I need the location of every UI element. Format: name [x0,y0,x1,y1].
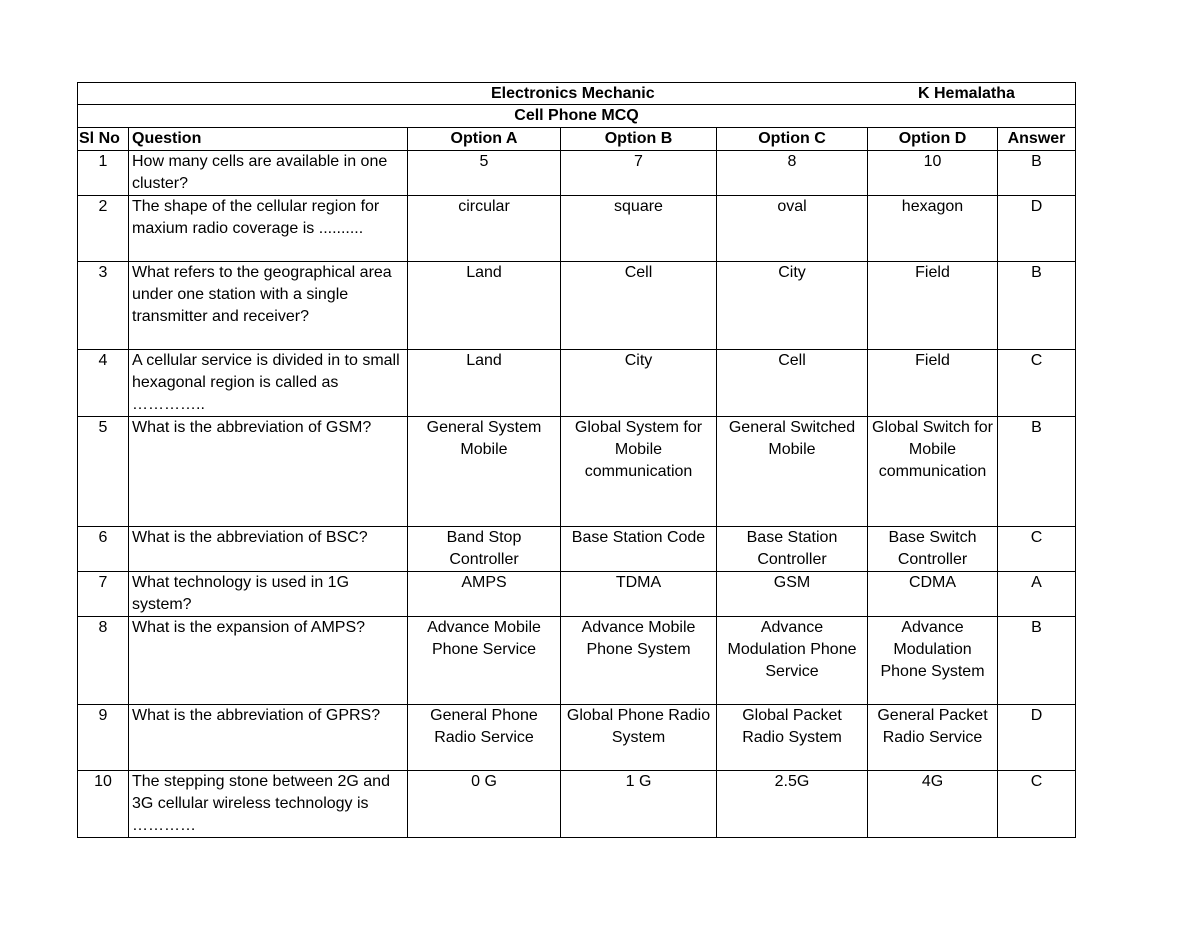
row-answer: B [998,151,1076,196]
table-row [78,527,1076,572]
row-question: What is the expansion of AMPS? [129,617,408,705]
col-header-option-c: Option C [717,128,868,151]
row-option-d: General Packet Radio Service [868,705,998,771]
row-option-a: Land [408,262,561,350]
row-option-b: City [561,350,717,417]
row-question: How many cells are available in one cluster? [129,151,408,196]
row-option-c: General Switched Mobile [717,417,868,527]
row-option-c: Base Station Controller [717,527,868,572]
table-row [78,417,1076,527]
row-option-b: TDMA [561,572,717,617]
author-name: K Hemalatha [918,85,1015,102]
row-question: What is the abbreviation of GSM? [129,417,408,527]
row-option-c: oval [717,196,868,262]
row-option-a: circular [408,196,561,262]
row-number: 3 [78,262,129,350]
header-row [78,128,1076,151]
row-option-a: 0 G [408,771,561,838]
row-option-d: 10 [868,151,998,196]
table-row [78,617,1076,705]
row-answer: C [998,350,1076,417]
row-option-c: City [717,262,868,350]
col-header-option-b: Option B [561,128,717,151]
row-option-a: Land [408,350,561,417]
row-option-b: Base Station Code [561,527,717,572]
col-header-option-a: Option A [408,128,561,151]
row-option-b: Advance Mobile Phone System [561,617,717,705]
row-option-d: 4G [868,771,998,838]
row-option-b: 1 G [561,771,717,838]
row-option-d: hexagon [868,196,998,262]
table-row [78,196,1076,262]
row-option-b: square [561,196,717,262]
row-option-a: Band Stop Controller [408,527,561,572]
row-answer: D [998,705,1076,771]
col-header-option-d: Option D [868,128,998,151]
row-option-b: Global System for Mobile communication [561,417,717,527]
row-number: 2 [78,196,129,262]
row-option-d: Field [868,350,998,417]
row-option-b: Global Phone Radio System [561,705,717,771]
row-question: What is the abbreviation of BSC? [129,527,408,572]
row-option-a: General System Mobile [408,417,561,527]
table-row [78,771,1076,838]
row-number: 5 [78,417,129,527]
row-number: 8 [78,617,129,705]
row-option-c: Advance Modulation Phone Service [717,617,868,705]
row-option-c: 2.5G [717,771,868,838]
row-option-d: Advance Modulation Phone System [868,617,998,705]
row-number: 4 [78,350,129,417]
row-question: What is the abbreviation of GPRS? [129,705,408,771]
row-question: A cellular service is divided in to small hexagonal region is called as ………….. [129,350,408,417]
col-header-question: Question [129,128,408,151]
row-number: 10 [78,771,129,838]
row-option-a: General Phone Radio Service [408,705,561,771]
table-row [78,350,1076,417]
table-row [78,151,1076,196]
row-option-b: Cell [561,262,717,350]
course-title: Electronics Mechanic [491,85,655,102]
mcq-table [77,82,1076,838]
col-header-answer: Answer [998,128,1076,151]
row-option-a: Advance Mobile Phone Service [408,617,561,705]
row-number: 6 [78,527,129,572]
row-option-c: Global Packet Radio System [717,705,868,771]
subject-row [78,105,1076,128]
row-answer: B [998,262,1076,350]
subject-title: Cell Phone MCQ [78,105,1076,128]
row-question: What technology is used in 1G system? [129,572,408,617]
row-number: 7 [78,572,129,617]
row-answer: B [998,617,1076,705]
row-question: What refers to the geographical area under one station with a single transmitter and receiver? [129,262,408,350]
row-question: The shape of the cellular region for maxium radio coverage is .......... [129,196,408,262]
row-number: 1 [78,151,129,196]
row-option-d: Base Switch Controller [868,527,998,572]
row-option-d: Global Switch for Mobile communication [868,417,998,527]
row-option-d: Field [868,262,998,350]
row-option-a: 5 [408,151,561,196]
row-answer: D [998,196,1076,262]
table-row [78,572,1076,617]
row-option-c: Cell [717,350,868,417]
row-option-d: CDMA [868,572,998,617]
row-option-a: AMPS [408,572,561,617]
title-row [78,83,1076,105]
row-answer: C [998,771,1076,838]
row-number: 9 [78,705,129,771]
row-answer: A [998,572,1076,617]
table-row [78,705,1076,771]
title-cell [78,83,1076,105]
row-option-b: 7 [561,151,717,196]
row-question: The stepping stone between 2G and 3G cellular wireless technology is ………… [129,771,408,838]
row-option-c: 8 [717,151,868,196]
col-header-slno: Sl No [78,128,129,151]
row-option-c: GSM [717,572,868,617]
table-row [78,262,1076,350]
row-answer: B [998,417,1076,527]
row-answer: C [998,527,1076,572]
